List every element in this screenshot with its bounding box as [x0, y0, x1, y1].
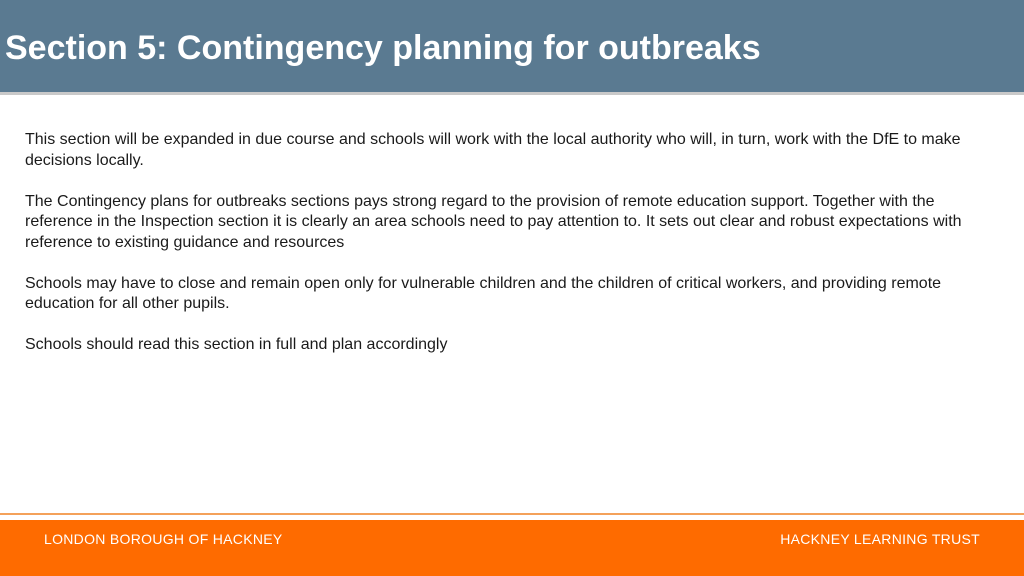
slide-footer	[0, 520, 1024, 576]
footer-org-left: LONDON BOROUGH OF HACKNEY	[44, 531, 283, 547]
slide-header	[0, 0, 1024, 95]
footer-divider	[0, 513, 1024, 515]
footer-org-right: HACKNEY LEARNING TRUST	[780, 531, 980, 547]
body-paragraph-1: This section will be expanded in due course and schools will work with the local authority who will, in turn, work with the DfE to make decisions locally.	[25, 131, 961, 169]
body-paragraph-4: Schools should read this section in full and plan accordingly	[25, 336, 448, 353]
slide-title: Section 5: Contingency planning for outbreaks	[5, 29, 761, 67]
body-paragraph-3: Schools may have to close and remain open only for vulnerable children and the children of critical workers, and providing remote education for all other pupils.	[25, 274, 942, 312]
slide-body	[25, 130, 970, 376]
body-paragraph-2: The Contingency plans for outbreaks sections pays strong regard to the provision of remote education support. Together with the reference in the Inspection section it is clearly an area schools need to pay attention to. It sets out clear and robust expectations with reference to existing guidance and resources	[25, 192, 962, 251]
